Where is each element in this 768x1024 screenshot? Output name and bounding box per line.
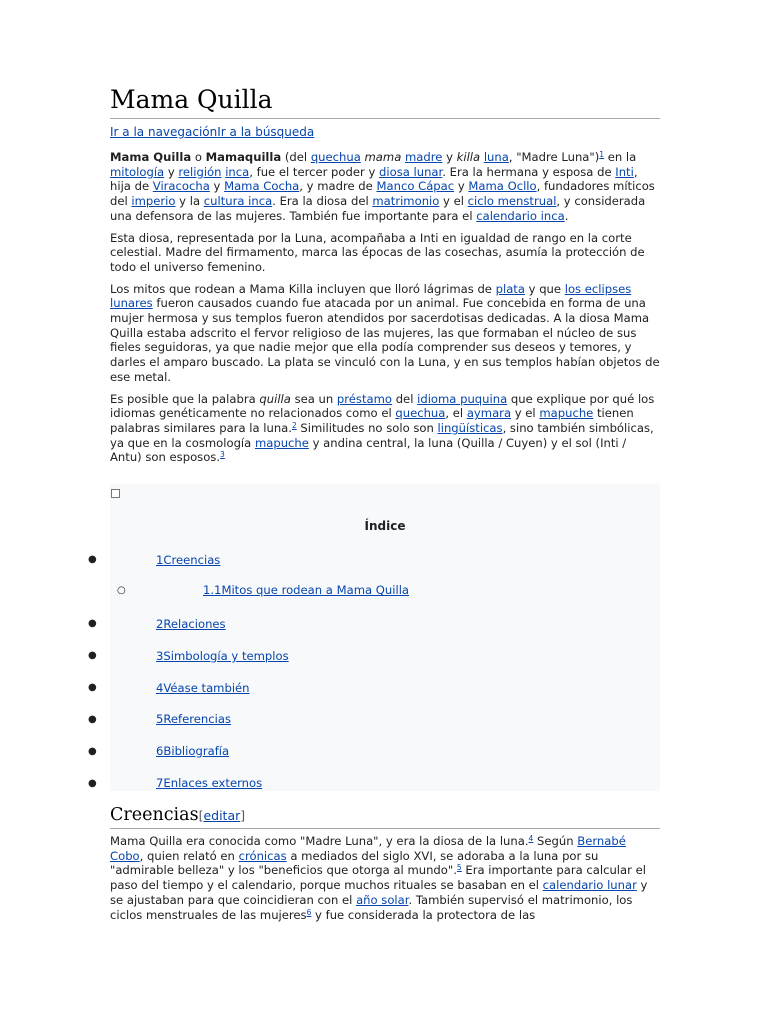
reference-5[interactable]: 5 xyxy=(456,863,462,873)
link-aymara[interactable]: aymara xyxy=(466,406,512,421)
toc-item-vease-tambien[interactable]: 4Véase también xyxy=(156,681,250,695)
link-religion[interactable]: religión xyxy=(178,164,222,179)
circle-bullet-icon: ○ xyxy=(117,585,126,596)
toc-item-bibliografia[interactable]: 6Bibliografía xyxy=(156,744,230,758)
link-mapuche-2[interactable]: mapuche xyxy=(254,435,309,450)
link-matrimonio[interactable]: matrimonio xyxy=(372,194,440,209)
toc-toggle-checkbox[interactable] xyxy=(111,489,120,498)
link-calendario-inca[interactable]: calendario inca xyxy=(476,208,565,223)
toc-item-referencias[interactable]: 5Referencias xyxy=(156,712,232,726)
reference-2[interactable]: 2 xyxy=(291,420,297,430)
link-imperio[interactable]: imperio xyxy=(131,194,176,209)
link-inti[interactable]: Inti xyxy=(615,164,634,179)
link-mama-ocllo[interactable]: Mama Ocllo xyxy=(468,179,537,194)
link-luna[interactable]: luna xyxy=(483,150,509,164)
link-linguisticas[interactable]: lingüísticas xyxy=(437,420,503,435)
bold-term: Mamaquilla xyxy=(205,150,282,164)
toc-item-mitos[interactable]: 1.1Mitos que rodean a Mama Quilla xyxy=(203,583,410,597)
link-mama-cocha[interactable]: Mama Cocha xyxy=(224,179,300,194)
link-eclipses-lunares[interactable]: los eclipses lunares xyxy=(110,281,632,311)
link-plata[interactable]: plata xyxy=(495,281,525,296)
intro-paragraph: Mama Quilla o Mamaquilla (del quechua mama madre y killa luna, "Madre Luna")$^1$ en la mitología y religión inca, fue el tercer poder y diosa lunar. Era la hermana y esposa de Inti, hija de Viracocha y Mama Cocha, y madre de Manco Cápac y Mama Ocllo, fundadores míticos del imperio y la cultura inca. Era la diosa del matrimonio y el ciclo menstrual, y considerada una defensora de las mujeres. También fue importante para el calendario inca. xyxy=(110,150,655,223)
reference-4[interactable]: 4 xyxy=(528,834,534,843)
reference-3[interactable]: 3 xyxy=(220,450,225,460)
bullet-icon: ● xyxy=(88,682,97,693)
link-mapuche[interactable]: mapuche xyxy=(539,406,594,421)
link-quechua[interactable]: quechua xyxy=(310,150,361,164)
toc-item-creencias[interactable]: 1Creencias xyxy=(156,553,221,567)
jump-to-navigation-link[interactable]: Ir a la navegación xyxy=(110,125,218,139)
link-ano-solar[interactable]: año solar xyxy=(356,892,409,907)
link-madre[interactable]: madre xyxy=(405,150,443,164)
bullet-icon: ● xyxy=(88,778,97,789)
link-diosa-lunar[interactable]: diosa lunar xyxy=(379,164,443,179)
link-manco-capac[interactable]: Manco Cápac xyxy=(376,179,455,194)
bullet-icon: ● xyxy=(88,650,97,661)
toc-item-relaciones[interactable]: 2Relaciones xyxy=(156,617,226,631)
toc-item-enlaces-externos[interactable]: 7Enlaces externos xyxy=(156,776,263,790)
paragraph-creencias: Mama Quilla era conocida como "Madre Luna", y era la diosa de la luna.$^4$ Según Bernabé Cobo, quien relató en crónicas a mediados del siglo XVI, se adoraba a la luna por su "admirable belleza" y los "beneficios que otorga al mundo".$^5$ Era importante para calcular el paso del tiempo y el calendario, porque muchos rituales se basaban en el calendario lunar y se ajustaban para que coincidieran con el año solar. También supervisó el matrimonio, los ciclos menstruales de las mujeres$^6$ y fue considerada la protectora de las xyxy=(110,834,648,922)
section-body-creencias xyxy=(110,834,660,929)
bold-term: Mama Quilla xyxy=(110,150,192,164)
toc-item-simbologia[interactable]: 3Simbología y templos xyxy=(156,649,289,663)
jump-links xyxy=(110,125,660,139)
link-prestamo[interactable]: préstamo xyxy=(336,391,393,406)
link-idioma-puquina[interactable]: idioma puquina xyxy=(417,391,508,406)
reference-6[interactable]: 6 xyxy=(306,907,312,917)
edit-section: [editar] xyxy=(198,808,246,823)
paragraph-etimologia: Es posible que la palabra quilla sea un préstamo del idioma puquina que explique por qué los idiomas genéticamente no relacionados como el quechua, el aymara y el mapuche tienen palabras similares para la luna.$^2$ Similitudes no solo son lingüísticas, sino también simbólicas, ya que en la cosmología mapuche y andina central, la luna (Quilla / Cuyen) y el sol (Inti / Antu) son esposos.$^3$ xyxy=(110,391,655,465)
link-cultura-inca[interactable]: cultura inca xyxy=(203,194,273,209)
link-viracocha[interactable]: Viracocha xyxy=(152,179,210,194)
link-inca[interactable]: inca xyxy=(225,164,250,179)
edit-section-link[interactable]: editar xyxy=(203,808,241,823)
bullet-icon: ● xyxy=(88,618,97,629)
jump-to-search-link[interactable]: Ir a la búsqueda xyxy=(217,125,315,139)
page-title: Mama Quilla xyxy=(110,82,660,119)
link-cronicas[interactable]: crónicas xyxy=(238,848,287,863)
link-quechua-2[interactable]: quechua xyxy=(395,406,446,421)
bullet-icon: ● xyxy=(88,714,97,725)
link-calendario-lunar[interactable]: calendario lunar xyxy=(542,878,637,893)
paragraph-mitos: Los mitos que rodean a Mama Killa incluyen que lloró lágrimas de plata y que los eclipses lunares fueron causados cuando fue atacada por un animal. Fue concebida en forma de una mujer hermosa y sus templos fueron atendidos por sacerdotisas dedicadas. A la diosa Mama Quilla estaba adscrito el fervor religioso de las mujeres, las que formaban el núcleo de sus fieles seguidoras, ya que nadie mejor que ella podía comprender sus deseos y temores, y darles el amparo buscado. La plata se vinculó con la Luna, y en sus templos habían objetos de ese metal. xyxy=(110,281,660,384)
article-body xyxy=(110,82,660,472)
bullet-icon: ● xyxy=(88,554,97,565)
reference-1[interactable]: 1 xyxy=(599,150,605,159)
paragraph-diosa: Esta diosa, representada por la Luna, acompañaba a Inti en igualdad de rango en la corte celestial. Madre del firmamento, marca las épocas de las cosechas, asumía la protección de todo el universo femenino. xyxy=(110,230,645,274)
bullet-icon: ● xyxy=(88,746,97,757)
link-bernabe-cobo[interactable]: Bernabé Cobo xyxy=(110,834,626,863)
section-heading-creencias: Creencias[editar] xyxy=(110,804,660,829)
link-ciclo-menstrual[interactable]: ciclo menstrual xyxy=(467,194,557,209)
link-mitologia[interactable]: mitología xyxy=(110,164,165,179)
toc-title: Índice xyxy=(364,519,406,533)
